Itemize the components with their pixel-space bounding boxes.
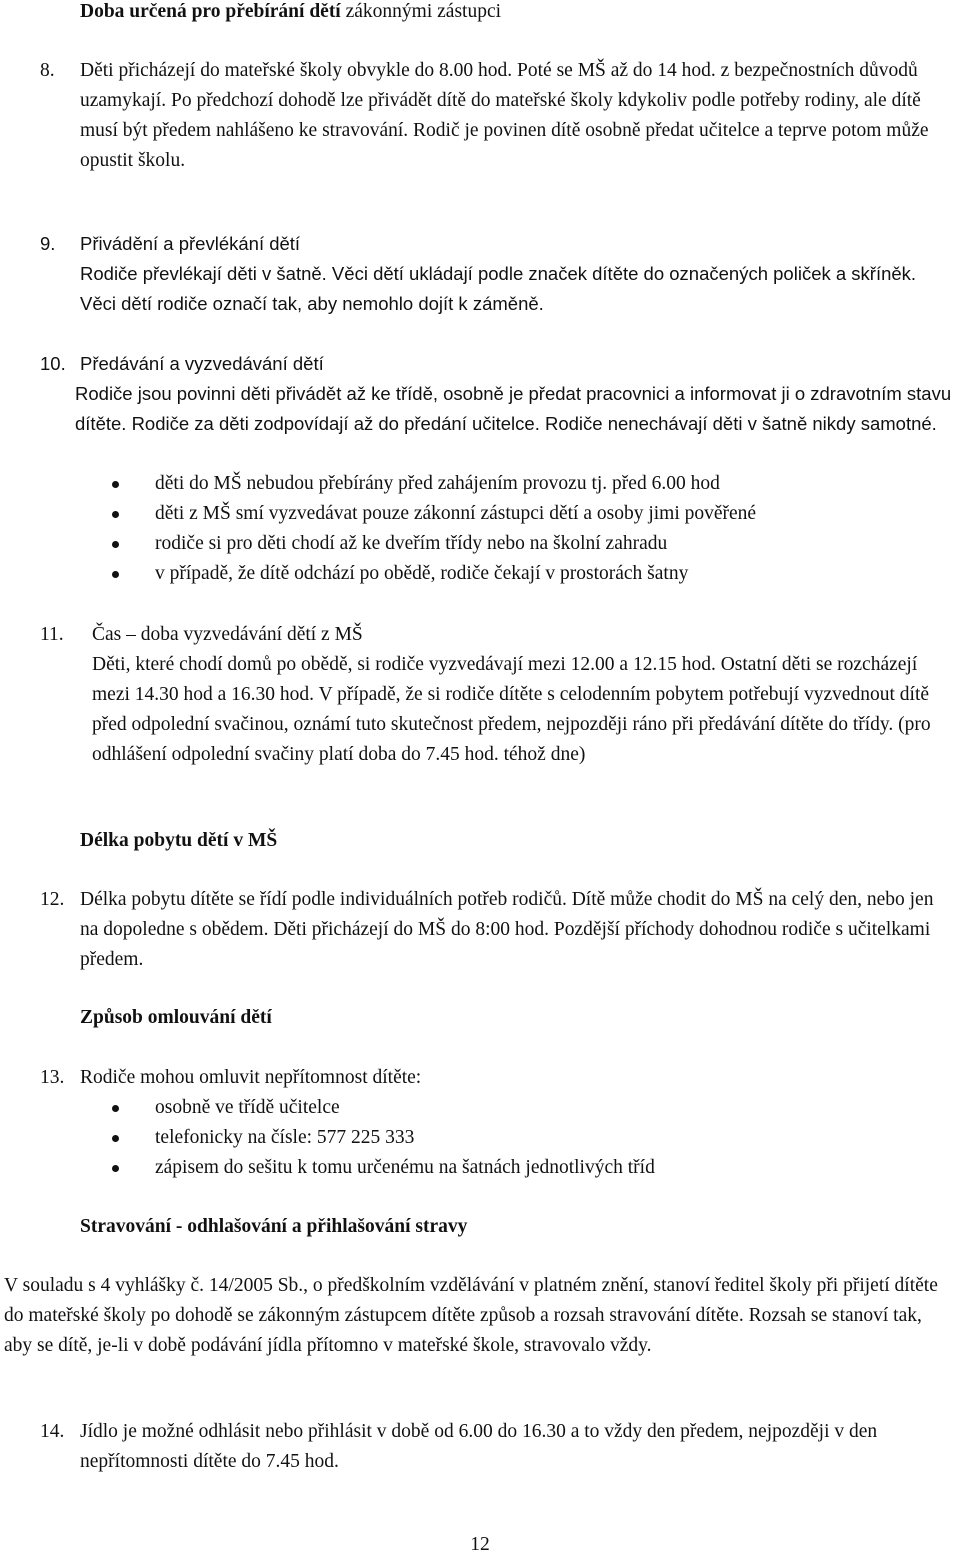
item-8 bbox=[40, 56, 954, 176]
item-text: Rodiče mohou omluvit nepřítomnost dítěte: bbox=[80, 1067, 422, 1088]
item-title: Přivádění a převlékání dětí bbox=[80, 233, 301, 254]
item-11 bbox=[40, 620, 954, 770]
item-13 bbox=[40, 1063, 954, 1093]
pickup-rules-list bbox=[80, 469, 954, 589]
item-number: 8. bbox=[40, 60, 55, 81]
list-item: zápisem do sešitu k tomu určenému na šatnách jednotlivých tříd bbox=[80, 1153, 954, 1183]
item-10 bbox=[40, 349, 954, 439]
list-item: v případě, že dítě odchází po obědě, rodiče čekají v prostorách šatny bbox=[80, 559, 954, 589]
list-item: telefonicky na čísle: 577 225 333 bbox=[80, 1123, 954, 1153]
item-9 bbox=[40, 229, 954, 319]
item-text: Děti přicházejí do mateřské školy obvykle do 8.00 hod. Poté se MŠ až do 14 hod. z bezpečnostních důvodů uzamykají. Po předchozí dohodě lze přivádět dítě do mateřské školy kdykoliv podle potřeby rodiny, ale dítě musí být předem nahlášeno ke stravování. Rodič je povinen dítě osobně předat učitelce a teprve potom může opustit školu. bbox=[80, 60, 929, 171]
list-item: děti z MŠ smí vyzvedávat pouze zákonní zástupci dětí a osoby jimi pověřené bbox=[80, 499, 954, 529]
page-number: 12 bbox=[470, 1534, 490, 1555]
section-heading-excuse: Způsob omlouvání dětí bbox=[80, 1007, 272, 1028]
list-item: rodiče si pro děti chodí až ke dveřím třídy nebo na školní zahradu bbox=[80, 529, 954, 559]
list-item: děti do MŠ nebudou přebírány před zahájením provozu tj. před 6.00 hod bbox=[80, 469, 954, 499]
section-heading-stay: Délka pobytu dětí v MŠ bbox=[80, 830, 278, 851]
item-number: 9. bbox=[40, 233, 56, 254]
item-number: 12. bbox=[40, 889, 65, 910]
item-number: 11. bbox=[40, 624, 64, 645]
item-text: Rodiče jsou povinni děti přivádět až ke třídě, osobně je předat pracovnici a informovat ji o zdravotním stavu dítěte. Rodiče za děti zodpovídají až do předání učitelce. Rodiče nenechávají děti v šatně nikdy samotné. bbox=[75, 383, 952, 434]
item-number: 10. bbox=[40, 353, 66, 374]
item-title: Čas – doba vyzvedávání dětí z MŠ bbox=[92, 624, 363, 645]
item-text: Rodiče převlékají děti v šatně. Věci dětí ukládají podle značek dítěte do označených poliček a skříněk. Věci dětí rodiče označí tak, aby nemohlo dojít k záměně. bbox=[80, 263, 917, 314]
meals-paragraph: V souladu s 4 vyhlášky č. 14/2005 Sb., o předškolním vzdělávání v platném znění, stanoví ředitel školy při přijetí dítěte do mateřské školy po dohodě se zákonným zástupcem dítěte způsob a rozsah stravování dítěte. Rozsah se stanoví tak, aby se dítě, je-li v době podávání jídla přítomno v mateřské škole, stravovalo vždy. bbox=[4, 1275, 938, 1356]
item-12 bbox=[40, 885, 954, 975]
item-title: Předávání a vyzvedávání dětí bbox=[80, 353, 324, 374]
item-text: Děti, které chodí domů po obědě, si rodiče vyzvedávají mezi 12.00 a 12.15 hod. Ostatní děti se rozcházejí mezi 14.30 hod a 16.30 hod. V případě, že si rodiče dítěte s celodenním pobytem potřebují vyzvednout dítě před odpolední svačinou, oznámí tuto skutečnost předem, nejpozději ráno při předávání dítěte do třídy. (pro odhlášení odpolední svačiny platí doba do 7.45 hod. téhož dne) bbox=[92, 654, 931, 765]
item-number: 14. bbox=[40, 1421, 65, 1442]
section-heading-pickup: Doba určená pro přebírání dětí zákonnými zástupci bbox=[80, 1, 502, 22]
list-item: osobně ve třídě učitelce bbox=[80, 1093, 954, 1123]
item-text: Jídlo je možné odhlásit nebo přihlásit v době od 6.00 do 16.30 a to vždy den předem, nejpozději v den nepřítomnosti dítěte do 7.45 hod. bbox=[80, 1421, 878, 1472]
item-number: 13. bbox=[40, 1067, 65, 1088]
item-text: Délka pobytu dítěte se řídí podle individuálních potřeb rodičů. Dítě může chodit do MŠ na celý den, nebo jen na dopoledne s obědem. Děti přicházejí do MŠ do 8:00 hod. Pozdější příchody dohodnou rodiče s učitelkami předem. bbox=[80, 889, 934, 970]
section-heading-meals: Stravování - odhlašování a přihlašování stravy bbox=[80, 1216, 468, 1237]
item-14 bbox=[40, 1417, 954, 1477]
excuse-methods-list bbox=[80, 1093, 954, 1183]
